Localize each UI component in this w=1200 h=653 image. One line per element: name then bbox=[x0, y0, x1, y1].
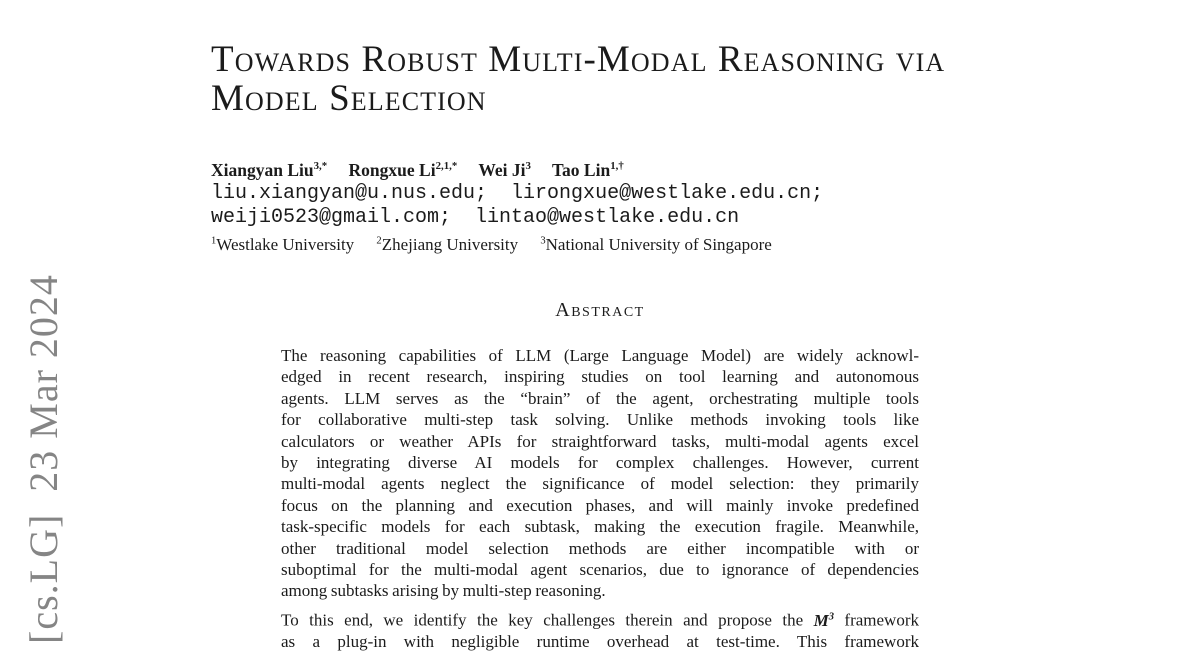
author-superscript: 2,1,* bbox=[435, 160, 458, 172]
author bbox=[552, 160, 624, 180]
author-emails bbox=[211, 182, 823, 229]
abstract-line: The reasoning capabilities of LLM (Large Language Model) are widely acknowl- bbox=[281, 346, 919, 365]
affiliation-superscript: 1 bbox=[211, 235, 217, 247]
abstract-line: task-specific models for each subtask, making the execution fragile. Meanwhile, bbox=[281, 517, 919, 537]
author-superscript: 1,† bbox=[610, 160, 624, 172]
paper-title-line1: Towards Robust Multi-Modal Reasoning via bbox=[211, 39, 946, 80]
affiliation-list bbox=[211, 229, 823, 256]
abstract-heading: Abstract bbox=[555, 299, 645, 321]
affiliation-name: National University of Singapore bbox=[545, 234, 772, 254]
abstract-body bbox=[281, 345, 919, 653]
author-name: Rongxue Li bbox=[348, 159, 436, 180]
author-name: Xiangyan Liu bbox=[211, 159, 314, 180]
affiliation-name: Westlake University bbox=[216, 234, 355, 254]
author bbox=[349, 160, 458, 180]
author-superscript: 3 bbox=[525, 160, 531, 172]
paper-title-line2: Model Selection bbox=[211, 78, 487, 119]
author-list bbox=[211, 155, 823, 182]
abstract-paragraph-2 bbox=[281, 606, 919, 652]
abstract-paragraph-1 bbox=[281, 345, 919, 602]
abstract-line: calculators or weather APIs for straightforward tasks, multi-modal agents excel bbox=[281, 431, 919, 451]
abstract-line: focus on the planning and execution phases, and will mainly invoke predefined bbox=[281, 495, 919, 515]
affiliation bbox=[211, 235, 354, 254]
paper-title bbox=[211, 40, 945, 118]
abstract-line: edged in recent research, inspiring studies on tool learning and autonomous bbox=[281, 367, 919, 387]
author bbox=[478, 160, 531, 180]
arxiv-watermark: [cs.LG] 23 Mar 2024 bbox=[21, 274, 66, 644]
author-superscript: 3,* bbox=[313, 160, 328, 172]
email-line: liu.xiangyan@u.nus.edu; lirongxue@westlake.edu.cn; bbox=[211, 182, 824, 206]
author-block bbox=[211, 155, 823, 256]
affiliation-name: Zhejiang University bbox=[381, 234, 519, 254]
abstract-line: among subtasks arising by multi-step reasoning. bbox=[281, 581, 606, 601]
email-line: weiji0523@gmail.com; lintao@westlake.edu.cn bbox=[211, 205, 740, 229]
affiliation-superscript: 3 bbox=[540, 235, 546, 247]
m3-framework-symbol bbox=[814, 611, 834, 630]
abstract-line: other traditional model selection methods are either incompatible with or bbox=[281, 538, 919, 558]
m3-superscript: 3 bbox=[828, 611, 834, 623]
affiliation bbox=[376, 235, 518, 254]
abstract-line: agents. LLM serves as the “brain” of the agent, orchestrating multiple tools bbox=[281, 388, 919, 408]
abstract-line: suboptimal for the multi-modal agent scenarios, due to ignorance of dependencies bbox=[281, 560, 919, 580]
affiliation bbox=[540, 235, 771, 254]
abstract-line: multi-modal agents neglect the significance of model selection: they primarily bbox=[281, 474, 919, 494]
author-name: Tao Lin bbox=[551, 159, 611, 180]
abstract-line bbox=[281, 606, 919, 631]
m3-base: M bbox=[813, 611, 829, 631]
abstract-line: as a plug-in with negligible runtime overhead at test-time. This framework bbox=[281, 632, 919, 652]
abstract-line: for collaborative multi-step task solving. Unlike methods invoking tools like bbox=[281, 410, 919, 430]
abstract-line: by integrating diverse AI models for complex challenges. However, current bbox=[281, 453, 919, 473]
affiliation-superscript: 2 bbox=[376, 235, 382, 247]
abstract-text-pre: To this end, we identify the key challenges therein and propose the bbox=[281, 611, 814, 631]
author-name: Wei Ji bbox=[478, 159, 526, 180]
abstract-text-post: framework bbox=[833, 611, 919, 631]
author bbox=[211, 160, 327, 180]
